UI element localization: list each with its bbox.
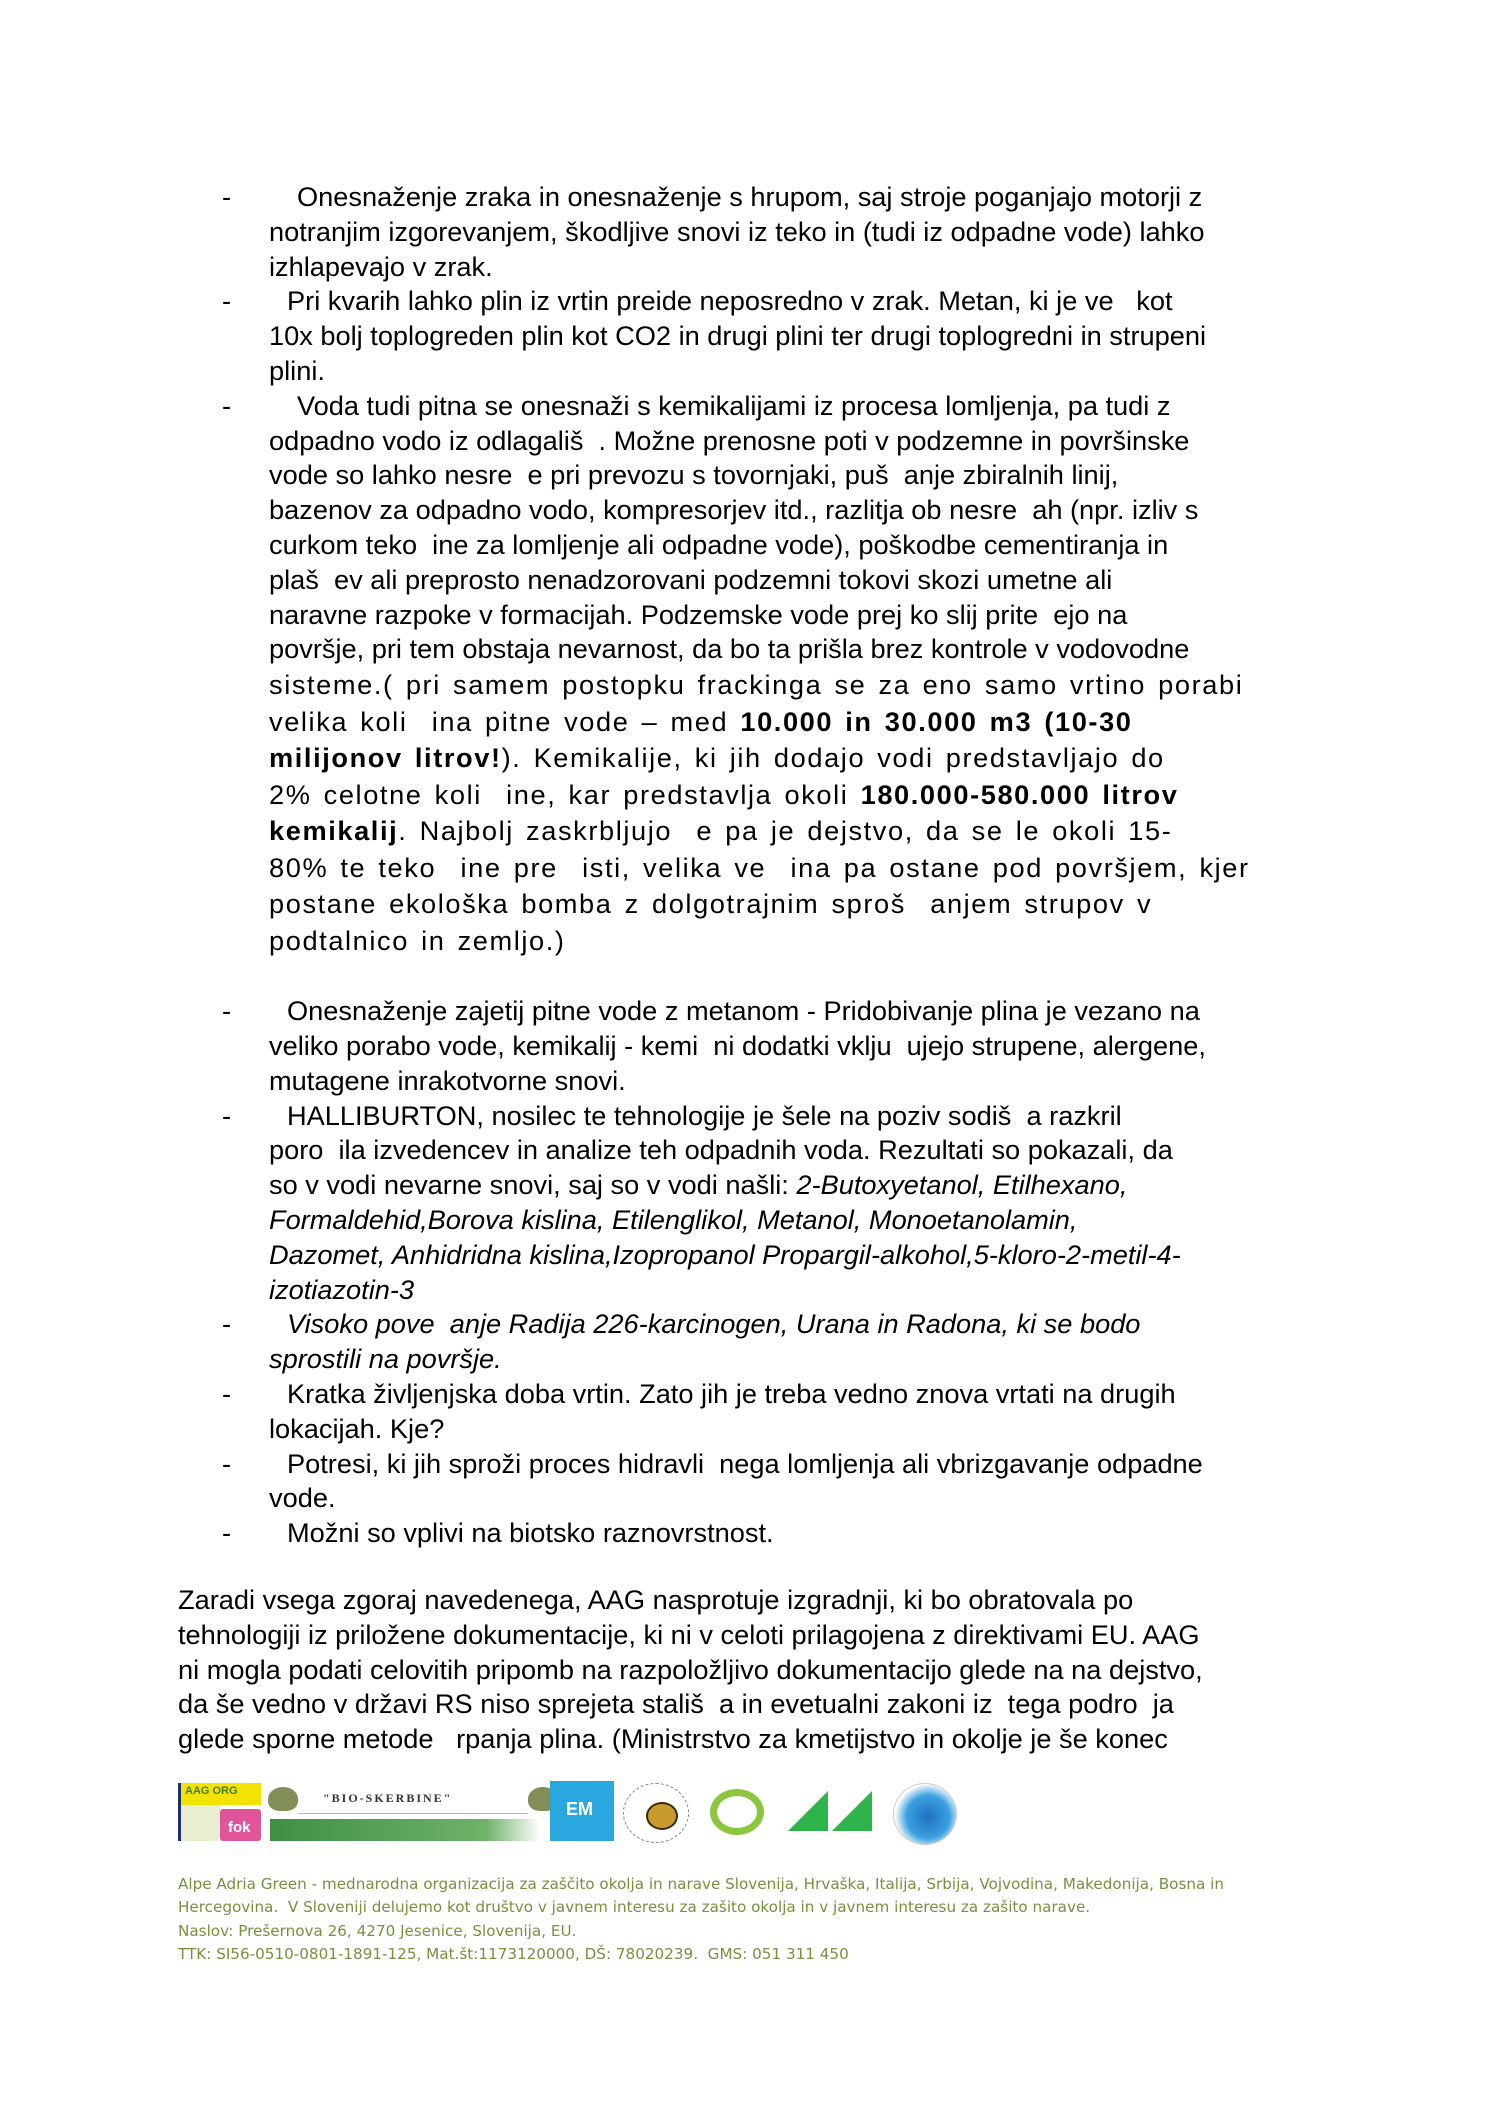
bullet-list <box>222 180 1342 1551</box>
list-item <box>222 284 1342 388</box>
paragraph-line: ni mogla podati celovitih pripomb na razpoložljivo dokumentacijo glede na na dejstvo, <box>178 1653 1203 1685</box>
footer-line: TTK: SI56-0510-0801-1891-125, Mat.št:1173120000, DŠ: 78020239. GMS: 051 311 450 <box>178 1945 849 1964</box>
bullet-line: vode so lahko nesre e pri prevozu s tovornjaki, puš anje zbiralnih linij, <box>269 459 1119 491</box>
footer-line: Hercegovina. V Sloveniji delujemo kot društvo v javnem interesu za zašito okolja in v javnem interesu za zašito narave. <box>178 1898 1091 1917</box>
bullet-line: curkom teko ine za lomljenje ali odpadne vode), poškodbe cementiranja in <box>269 528 1169 560</box>
list-item <box>222 994 1342 1098</box>
bullet-line: kemikalij. Najbolj zaskrbljujo e pa je dejstvo, da se le okoli 15- <box>269 815 1173 847</box>
paragraph-line: da še vedno v državi RS niso sprejeta stališ a in evetualni zakoni iz tega podro ja <box>178 1688 1174 1720</box>
list-item <box>222 1447 1342 1517</box>
bullet-dash: - <box>222 181 232 212</box>
bullet-line: postane ekološka bomba z dolgotrajnim sproš anjem strupov v <box>269 888 1153 920</box>
bullet-line: Onesnaženje zraka in onesnaženje s hrupom, saj stroje poganjajo motorji z <box>297 181 1203 212</box>
paragraph-line: Zaradi vsega zgoraj navedenega, AAG nasprotuje izgradnji, ki bo obratovala po <box>178 1584 1134 1615</box>
partner-logos <box>178 1783 978 1843</box>
bullet-dash: - <box>222 1099 232 1131</box>
chemicals-highlight: kemikalij <box>269 815 399 847</box>
paragraph-line: glede sporne metode rpanja plina. (Ministrstvo za kmetijstvo in okolje je še konec <box>178 1723 1168 1755</box>
bullet-dash: - <box>222 389 232 421</box>
bullet-line: Voda tudi pitna se onesnaži s kemikalijami iz procesa lomljenja, pa tudi z <box>297 389 1171 421</box>
chemicals-volume-highlight: 180.000-580.000 litrov <box>860 778 1179 810</box>
conclusion-paragraph <box>178 1583 1348 1757</box>
bullet-line: Možni so vplivi na biotsko raznovrstnost. <box>287 1517 774 1549</box>
bullet-line: sisteme.( pri samem postopku frackinga se za eno samo vrtino porabi <box>269 669 1244 701</box>
bullet-line: mutagene inrakotvorne snovi. <box>269 1064 626 1096</box>
em-logo: EM <box>550 1781 614 1841</box>
bio-banner-logo: "BIO-SKERBINE" <box>298 1783 528 1814</box>
bullet-line: milijonov litrov!). Kemikalije, ki jih dodajo vodi predstavljajo do <box>269 742 1165 774</box>
bullet-line: 2% celotne koli ine, kar predstavlja okoli 180.000-580.000 litrov <box>269 778 1179 810</box>
fracking-quote <box>269 667 1342 959</box>
tree-icon <box>268 1787 298 1811</box>
recycle-logo <box>710 1789 764 1835</box>
bullet-dash: - <box>222 1517 232 1549</box>
bullet-line: Onesnaženje zajetij pitne vode z metanom - Pridobivanje plina je vezano na <box>287 995 1200 1027</box>
list-item <box>222 1377 1342 1447</box>
bullet-line: površje, pri tem obstaja nevarnost, da bo ta prišla brez kontrole v vodovodne <box>269 633 1190 665</box>
bullet-line: izotiazotin-3 <box>269 1273 415 1305</box>
bullet-line: 10x bolj toplogreden plin kot CO2 in drugi plini ter drugi toplogredni in strupeni <box>269 320 1207 352</box>
triangles-logo <box>788 1791 878 1837</box>
list-item <box>222 389 1342 959</box>
footer-line: Alpe Adria Green - mednarodna organizacija za zaščito okolja in narave Slovenija, Hrvaška, Italija, Srbija, Vojvodina, Makedonija, Bosna in <box>178 1875 1224 1893</box>
bullet-line: velika koli ina pitne vode – med 10.000 in 30.000 m3 (10-30 <box>269 705 1133 737</box>
aag-logo: AAG ORG fok <box>178 1783 263 1843</box>
bullet-dash: - <box>222 1308 232 1340</box>
bullet-line: Formaldehid,Borova kislina, Etilenglikol, Metanol, Monoetanolamin, <box>269 1203 1078 1235</box>
bullet-line: plaš ev ali preprosto nenadzorovani podzemni tokovi skozi umetne ali <box>269 563 1113 595</box>
list-item <box>222 1307 1342 1377</box>
bullet-dash: - <box>222 285 232 317</box>
bullet-dash: - <box>222 995 232 1027</box>
bullet-line: sprostili na površje. <box>269 1343 502 1375</box>
bullet-line: naravne razpoke v formacijah. Podzemske vode prej ko slij prite ejo na <box>269 598 1128 630</box>
list-item <box>222 180 1342 284</box>
paragraph-line: tehnologiji iz priložene dokumentacije, ki ni v celoti prilagojena z direktivami EU. AAG <box>178 1618 1200 1650</box>
spacer <box>222 959 1342 994</box>
footer <box>178 1873 1328 1967</box>
bullet-line: 80% te teko ine pre isti, velika ve ina pa ostane pod površjem, kjer <box>269 851 1250 883</box>
bullet-line: plini. <box>269 354 325 386</box>
snail-logo <box>623 1783 689 1843</box>
globe-logo <box>893 1783 957 1845</box>
bullet-line: odpadno vodo iz odlagališ . Možne prenosne poti v podzemne in površinske <box>269 424 1190 456</box>
bullet-line: bazenov za odpadno vodo, kompresorjev itd., razlitja ob nesre ah (npr. izliv s <box>269 494 1199 526</box>
bullet-line: podtalnico in zemljo.) <box>269 924 566 956</box>
chemical-list: 2-Butoxyetanol, Etilhexano, <box>796 1169 1128 1201</box>
bullet-line: Kratka življenjska doba vrtin. Zato jih je treba vedno znova vrtati na drugih <box>287 1377 1176 1409</box>
bullet-line: so v vodi nevarne snovi, saj so v vodi našli: 2-Butoxyetanol, Etilhexano, <box>269 1169 1128 1201</box>
bullet-line: Visoko pove anje Radija 226-karcinogen, Urana in Radona, ki se bodo <box>287 1308 1141 1340</box>
bullet-line: notranjim izgorevanjem, škodljive snovi iz teko in (tudi iz odpadne vode) lahko <box>269 215 1205 247</box>
bullet-line: lokacijah. Kje? <box>269 1412 445 1444</box>
bullet-line: vode. <box>269 1482 336 1514</box>
water-volume-highlight: 10.000 in 30.000 m3 (10-30 <box>740 705 1133 737</box>
bullet-line: veliko porabo vode, kemikalij - kemi ni dodatki vklju ujejo strupene, alergene, <box>269 1029 1206 1061</box>
footer-line: Naslov: Prešernova 26, 4270 Jesenice, Slovenija, EU. <box>178 1921 577 1940</box>
green-banner <box>270 1819 540 1841</box>
bullet-line: Potresi, ki jih sproži proces hidravli nega lomljenja ali vbrizgavanje odpadne <box>287 1447 1203 1479</box>
bullet-line: HALLIBURTON, nosilec te tehnologije je šele na poziv sodiš a razkril <box>287 1099 1122 1131</box>
litres-highlight: milijonov litrov! <box>269 742 502 774</box>
list-item <box>222 1099 1342 1308</box>
bullet-line: poro ila izvedencev in analize teh odpadnih voda. Rezultati so pokazali, da <box>269 1134 1173 1166</box>
bullet-line: izhlapevajo v zrak. <box>269 250 493 282</box>
bullet-dash: - <box>222 1447 232 1479</box>
list-item <box>222 1516 1342 1551</box>
bullet-line: Pri kvarih lahko plin iz vrtin preide neposredno v zrak. Metan, ki je ve kot <box>287 285 1173 317</box>
bullet-line: Dazomet, Anhidridna kislina,Izopropanol Propargil-alkohol,5-kloro-2-metil-4- <box>269 1238 1181 1270</box>
bullet-dash: - <box>222 1377 232 1409</box>
